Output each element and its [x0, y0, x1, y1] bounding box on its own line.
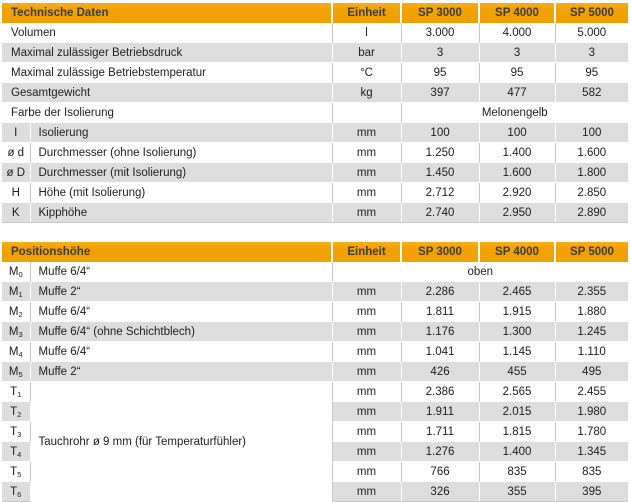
- row-key-cell: [2, 302, 30, 322]
- row-key-subscript: 0: [18, 269, 23, 279]
- table-header-row: [2, 242, 628, 262]
- row-key: M: [8, 305, 19, 318]
- row-key-cell: [2, 382, 30, 402]
- row-label-cell: Muffe 2“: [30, 282, 332, 302]
- column-header-sp3000: SP 3000: [401, 3, 479, 23]
- row-key-subscript: 2: [18, 309, 23, 319]
- row-label-cell: Höhe (mit Isolierung): [30, 183, 332, 203]
- value-cell: 395: [555, 482, 628, 502]
- table-row: [2, 382, 628, 402]
- row-label-cell: Farbe der Isolierung: [2, 103, 332, 123]
- row-label-cell: Durchmesser (ohne Isolierung): [30, 143, 332, 163]
- row-key: T: [10, 405, 18, 418]
- value-cell: 1.300: [479, 322, 555, 342]
- table-header-row: [2, 3, 628, 23]
- row-key: T: [10, 485, 18, 498]
- unit-cell: bar: [332, 43, 401, 63]
- value-cell: 2.355: [555, 282, 628, 302]
- row-key-subscript: 4: [18, 349, 23, 359]
- unit-cell: mm: [332, 422, 401, 442]
- value-cell: 1.600: [577, 146, 607, 159]
- column-header-einheit: Einheit: [332, 3, 401, 23]
- row-key-cell: [2, 362, 30, 382]
- value-cell: 1.780: [577, 425, 607, 438]
- unit-cell: l: [332, 23, 401, 43]
- row-key-subscript: 1: [18, 289, 23, 299]
- value-cell: 2.386: [401, 382, 479, 402]
- table-row: [2, 163, 628, 183]
- unit-cell: °C: [332, 63, 401, 83]
- row-key: M: [8, 325, 19, 338]
- row-key-cell: [2, 482, 30, 502]
- row-key: M: [8, 345, 19, 358]
- table-row: [2, 183, 628, 203]
- unit-cell: mm: [332, 123, 401, 143]
- unit-cell: mm: [332, 183, 401, 203]
- value-cell: 426: [401, 362, 479, 382]
- unit-cell: mm: [332, 143, 401, 163]
- table-row: [2, 83, 628, 103]
- row-key: M: [8, 285, 19, 298]
- row-key-cell: [2, 442, 30, 462]
- row-key-cell: [2, 322, 30, 342]
- unit-cell: mm: [332, 442, 401, 462]
- row-label-cell: Volumen: [2, 23, 332, 43]
- value-cell: 326: [401, 482, 479, 502]
- value-cell: 355: [479, 482, 555, 502]
- row-label-cell: Muffe 6/4“: [30, 262, 332, 282]
- value-cell: 477: [479, 83, 555, 103]
- value-cell: 3: [479, 43, 555, 63]
- row-key: M: [8, 265, 19, 278]
- table-row: [2, 143, 628, 163]
- row-key: I: [14, 126, 18, 139]
- value-cell: 1.980: [555, 402, 628, 422]
- row-key-subscript: 5: [18, 369, 23, 379]
- value-cell: 1.250: [401, 143, 479, 163]
- unit-cell: mm: [332, 163, 401, 183]
- column-header-sp5000: SP 5000: [555, 242, 628, 262]
- value-cell: 2.920: [479, 183, 555, 203]
- table-row: [2, 262, 628, 282]
- table-row: [2, 282, 628, 302]
- table-row: [2, 203, 628, 223]
- value-cell: 455: [479, 362, 555, 382]
- merged-value-cell: oben: [467, 265, 494, 278]
- row-key: T: [10, 465, 18, 478]
- technical-data-table: [2, 3, 628, 223]
- value-cell: 582: [555, 83, 628, 103]
- section-title: Technische Daten: [2, 3, 332, 23]
- value-cell: 835: [582, 465, 602, 478]
- row-key-cell: [2, 422, 30, 442]
- row-key-cell: [2, 462, 30, 482]
- unit-cell: mm: [332, 482, 401, 502]
- value-cell: 1.880: [577, 305, 607, 318]
- value-cell: 1.345: [555, 442, 628, 462]
- unit-cell: mm: [332, 342, 401, 362]
- row-key-subscript: 5: [17, 469, 22, 479]
- value-cell: 2.712: [401, 183, 479, 203]
- unit-cell: mm: [332, 362, 401, 382]
- row-key: H: [11, 186, 20, 199]
- value-cell: 95: [585, 66, 599, 79]
- value-cell: 397: [401, 83, 479, 103]
- row-label-cell: Maximal zulässige Betriebstemperatur: [2, 63, 332, 83]
- unit-cell: mm: [332, 203, 401, 223]
- row-key-cell: [2, 282, 30, 302]
- row-label-cell: Muffe 6/4“: [30, 342, 332, 362]
- unit-cell: mm: [332, 302, 401, 322]
- table-row: [2, 302, 628, 322]
- value-cell: 1.145: [479, 342, 555, 362]
- row-label-cell: Muffe 2“: [30, 362, 332, 382]
- merged-value-cell: Melonengelb: [481, 106, 548, 119]
- column-header-einheit: Einheit: [332, 242, 401, 262]
- table-row: [2, 362, 628, 382]
- unit-cell: mm: [332, 402, 401, 422]
- row-key-subscript: 3: [18, 329, 23, 339]
- value-cell: 2.455: [577, 385, 607, 398]
- row-label-cell: Isolierung: [30, 123, 332, 143]
- value-cell: 1.041: [401, 342, 479, 362]
- value-cell: 1.400: [479, 442, 555, 462]
- row-label-cell: Muffe 6/4“: [30, 302, 332, 322]
- value-cell: 1.800: [555, 163, 628, 183]
- row-key: T: [10, 445, 18, 458]
- row-key-subscript: 4: [17, 449, 22, 459]
- row-key-cell: [2, 183, 30, 203]
- value-cell: 1.811: [401, 302, 479, 322]
- column-header-sp5000: SP 5000: [555, 3, 628, 23]
- value-cell: 1.600: [479, 163, 555, 183]
- table-row: [2, 63, 628, 83]
- row-key: M: [8, 365, 19, 378]
- row-key-cell: [2, 203, 30, 223]
- value-cell: 1.911: [401, 402, 479, 422]
- row-label-cell: Durchmesser (mit Isolierung): [30, 163, 332, 183]
- value-cell: 3: [401, 43, 479, 63]
- table-row: [2, 43, 628, 63]
- row-key-cell: [2, 143, 30, 163]
- column-header-sp3000: SP 3000: [401, 242, 479, 262]
- row-key-subscript: 2: [17, 409, 22, 419]
- value-cell: 95: [479, 63, 555, 83]
- table-row: [2, 342, 628, 362]
- value-cell: 495: [555, 362, 628, 382]
- value-cell: 5.000: [577, 26, 607, 39]
- row-label-cell: Maximal zulässiger Betriebsdruck: [2, 43, 332, 63]
- value-cell: 2.890: [555, 203, 628, 223]
- row-key: K: [11, 206, 20, 219]
- row-key-subscript: 6: [17, 489, 22, 499]
- value-cell: 1.276: [401, 442, 479, 462]
- value-cell: 2.950: [479, 203, 555, 223]
- value-cell: 766: [401, 462, 479, 482]
- value-cell: 4.000: [479, 23, 555, 43]
- row-key-cell: [2, 163, 30, 183]
- value-cell: 1.400: [479, 143, 555, 163]
- row-key: ø D: [6, 166, 26, 179]
- value-cell: 2.015: [479, 402, 555, 422]
- value-cell: 2.850: [577, 186, 607, 199]
- row-label-cell: Gesamtgewicht: [2, 83, 332, 103]
- value-cell: 835: [479, 462, 555, 482]
- section-title: Positionshöhe: [2, 242, 332, 262]
- table-row: [2, 123, 628, 143]
- table-row: [2, 103, 628, 123]
- table-row: [2, 23, 628, 43]
- value-cell: 100: [555, 123, 628, 143]
- unit-cell: mm: [332, 282, 401, 302]
- value-cell: 1.711: [401, 422, 479, 442]
- group-label-cell: Tauchrohr ø 9 mm (für Temperaturfühler): [30, 382, 332, 502]
- table-row: [2, 322, 628, 342]
- unit-cell: kg: [332, 83, 401, 103]
- position-height-table: [2, 242, 628, 502]
- value-cell: 2.565: [479, 382, 555, 402]
- value-cell: 1.110: [577, 345, 606, 358]
- row-key-subscript: 3: [17, 429, 22, 439]
- row-key: ø d: [7, 146, 25, 159]
- value-cell: 1.245: [555, 322, 628, 342]
- value-cell: 100: [479, 123, 555, 143]
- value-cell: 100: [401, 123, 479, 143]
- value-cell: 95: [401, 63, 479, 83]
- row-key-cell: [2, 342, 30, 362]
- row-label-cell: Kipphöhe: [30, 203, 332, 223]
- value-cell: 3: [555, 43, 628, 63]
- value-cell: 2.286: [401, 282, 479, 302]
- value-cell: 1.450: [401, 163, 479, 183]
- value-cell: 1.815: [479, 422, 555, 442]
- row-key-cell: [2, 262, 30, 282]
- unit-cell: [332, 103, 401, 123]
- row-key-cell: [2, 123, 30, 143]
- value-cell: 1.176: [401, 322, 479, 342]
- value-cell: 1.915: [479, 302, 555, 322]
- column-header-sp4000: SP 4000: [479, 3, 555, 23]
- value-cell: 2.740: [401, 203, 479, 223]
- row-key-subscript: 1: [17, 389, 22, 399]
- unit-cell: mm: [332, 462, 401, 482]
- value-cell: 2.465: [479, 282, 555, 302]
- row-key: T: [10, 425, 18, 438]
- unit-cell: mm: [332, 322, 401, 342]
- unit-cell: mm: [332, 382, 401, 402]
- row-label-cell: Muffe 6/4“ (ohne Schichtblech): [30, 322, 332, 342]
- column-header-sp4000: SP 4000: [479, 242, 555, 262]
- row-key-cell: [2, 402, 30, 422]
- row-key: T: [10, 385, 18, 398]
- value-cell: 3.000: [401, 23, 479, 43]
